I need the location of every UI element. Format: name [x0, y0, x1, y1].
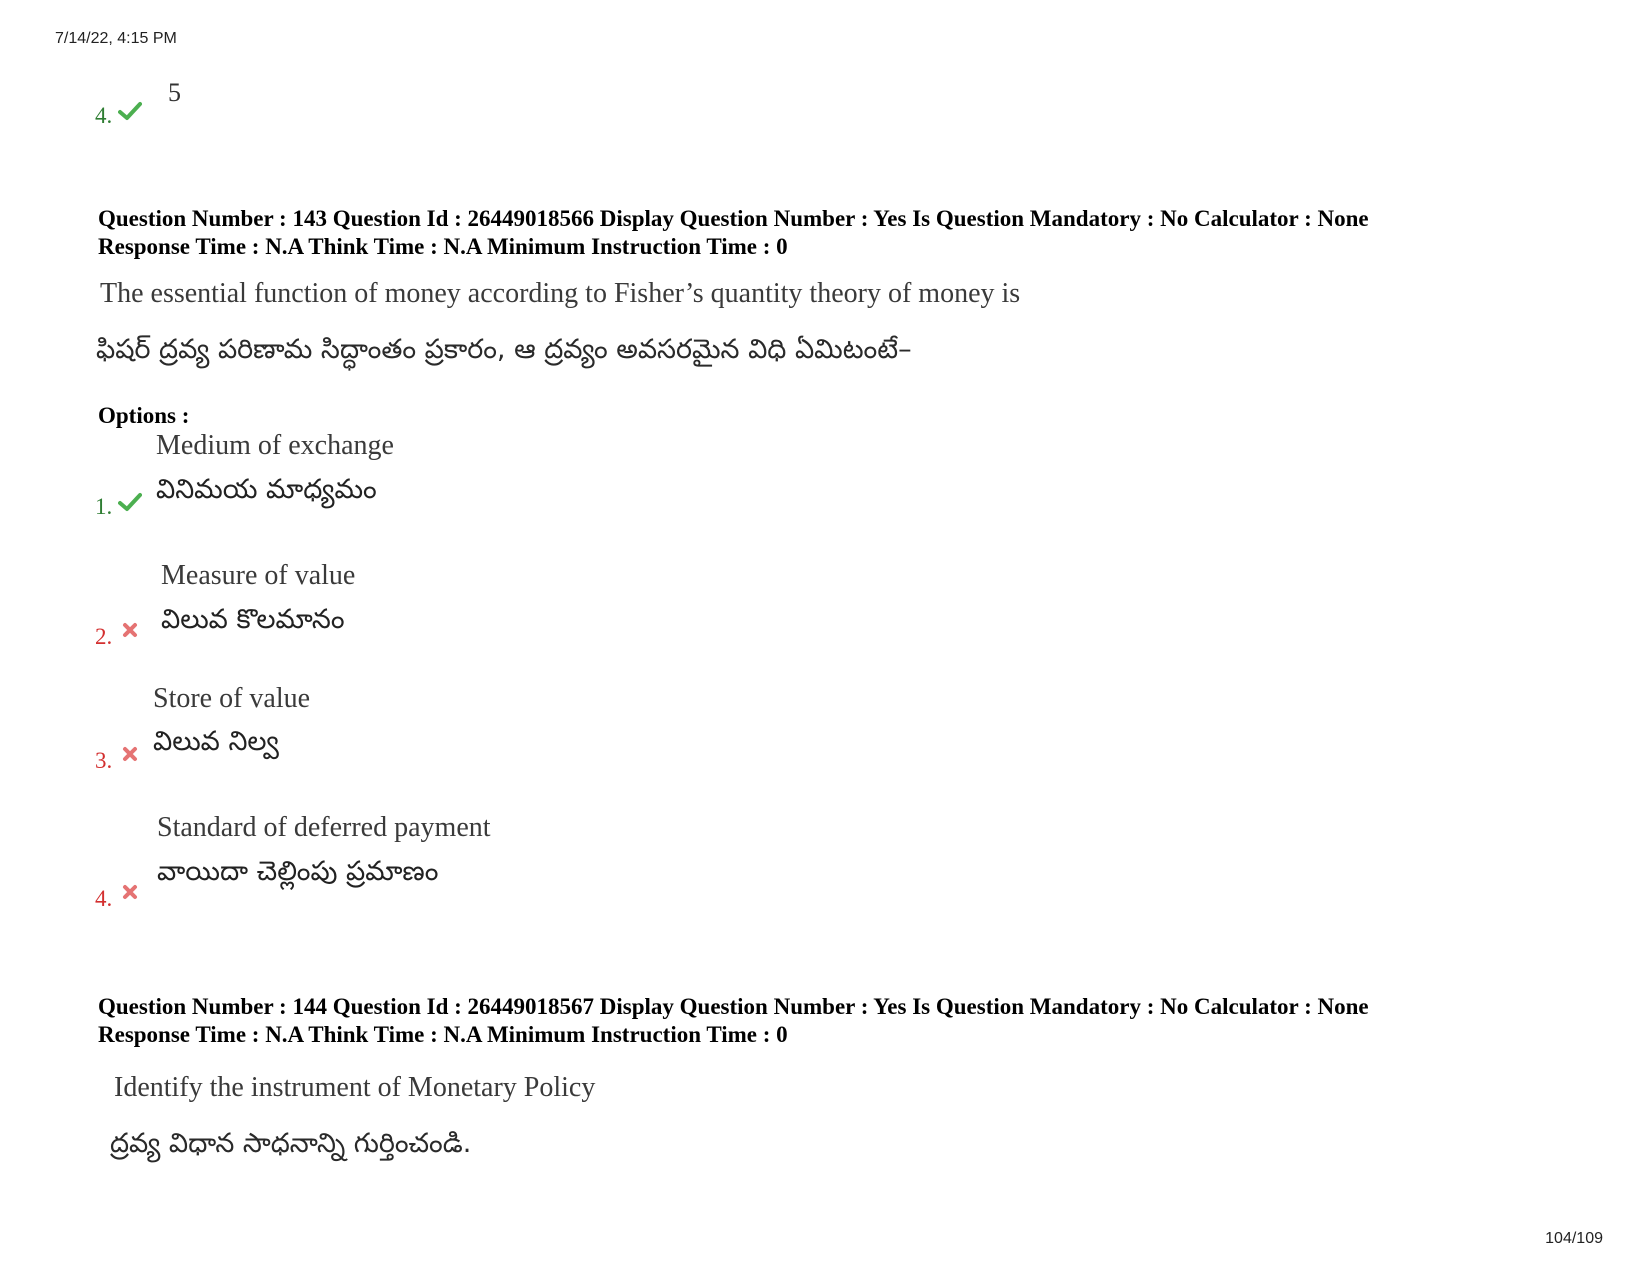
question-meta-line1: Question Number : 144 Question Id : 26449018567 Display Question Number : Yes Is Question Mandatory : No Calculator : None: [98, 994, 1369, 1019]
options-label: Options :: [98, 403, 190, 428]
question-text-te: ద్రవ్య విధాన సాధనాన్ని గుర్తించండి.: [110, 1128, 472, 1159]
option-text-te: వినిమయ మాధ్యమం: [156, 474, 377, 505]
print-date: 7/14/22, 4:15 PM: [55, 30, 177, 47]
check-icon: [118, 101, 142, 121]
cross-icon: [122, 884, 138, 900]
question-meta: [98, 993, 1369, 1049]
option-text-te: వాయిదా చెల్లింపు ప్రమాణం: [157, 856, 439, 887]
question-meta-line2: Response Time : N.A Think Time : N.A Minimum Instruction Time : 0: [98, 234, 788, 259]
question-meta-line2: Response Time : N.A Think Time : N.A Minimum Instruction Time : 0: [98, 1022, 788, 1047]
option-text-en: Measure of value: [161, 560, 356, 591]
option-number: 3.: [95, 748, 113, 773]
question-text-te: ఫిషర్ ద్రవ్య పరిణామ సిద్ధాంతం ప్రకారం, ఆ ద్రవ్యం అవసరమైన విధి ఏమిటంటే–: [96, 334, 912, 365]
option-text-te: విలువ కొలమానం: [161, 604, 345, 635]
option-text-te: విలువ నిల్వ: [153, 726, 279, 757]
option-number: 4.: [95, 886, 113, 911]
question-meta: [98, 205, 1369, 261]
cross-icon: [122, 622, 138, 638]
page-number: 104/109: [1545, 1230, 1603, 1247]
option-text-en: Store of value: [153, 683, 311, 714]
cross-icon: [122, 746, 138, 762]
question-text-en: The essential function of money according to Fisher’s quantity theory of money is: [100, 278, 1021, 309]
check-icon: [118, 492, 142, 512]
option-number: 2.: [95, 624, 113, 649]
option-text-en: Standard of deferred payment: [157, 812, 491, 843]
option-text-en: Medium of exchange: [156, 430, 394, 461]
question-text-en: Identify the instrument of Monetary Policy: [114, 1072, 596, 1103]
option-value: 5: [168, 78, 181, 107]
question-meta-line1: Question Number : 143 Question Id : 26449018566 Display Question Number : Yes Is Question Mandatory : No Calculator : None: [98, 206, 1369, 231]
option-number: 4.: [95, 103, 113, 128]
option-number: 1.: [95, 494, 113, 519]
